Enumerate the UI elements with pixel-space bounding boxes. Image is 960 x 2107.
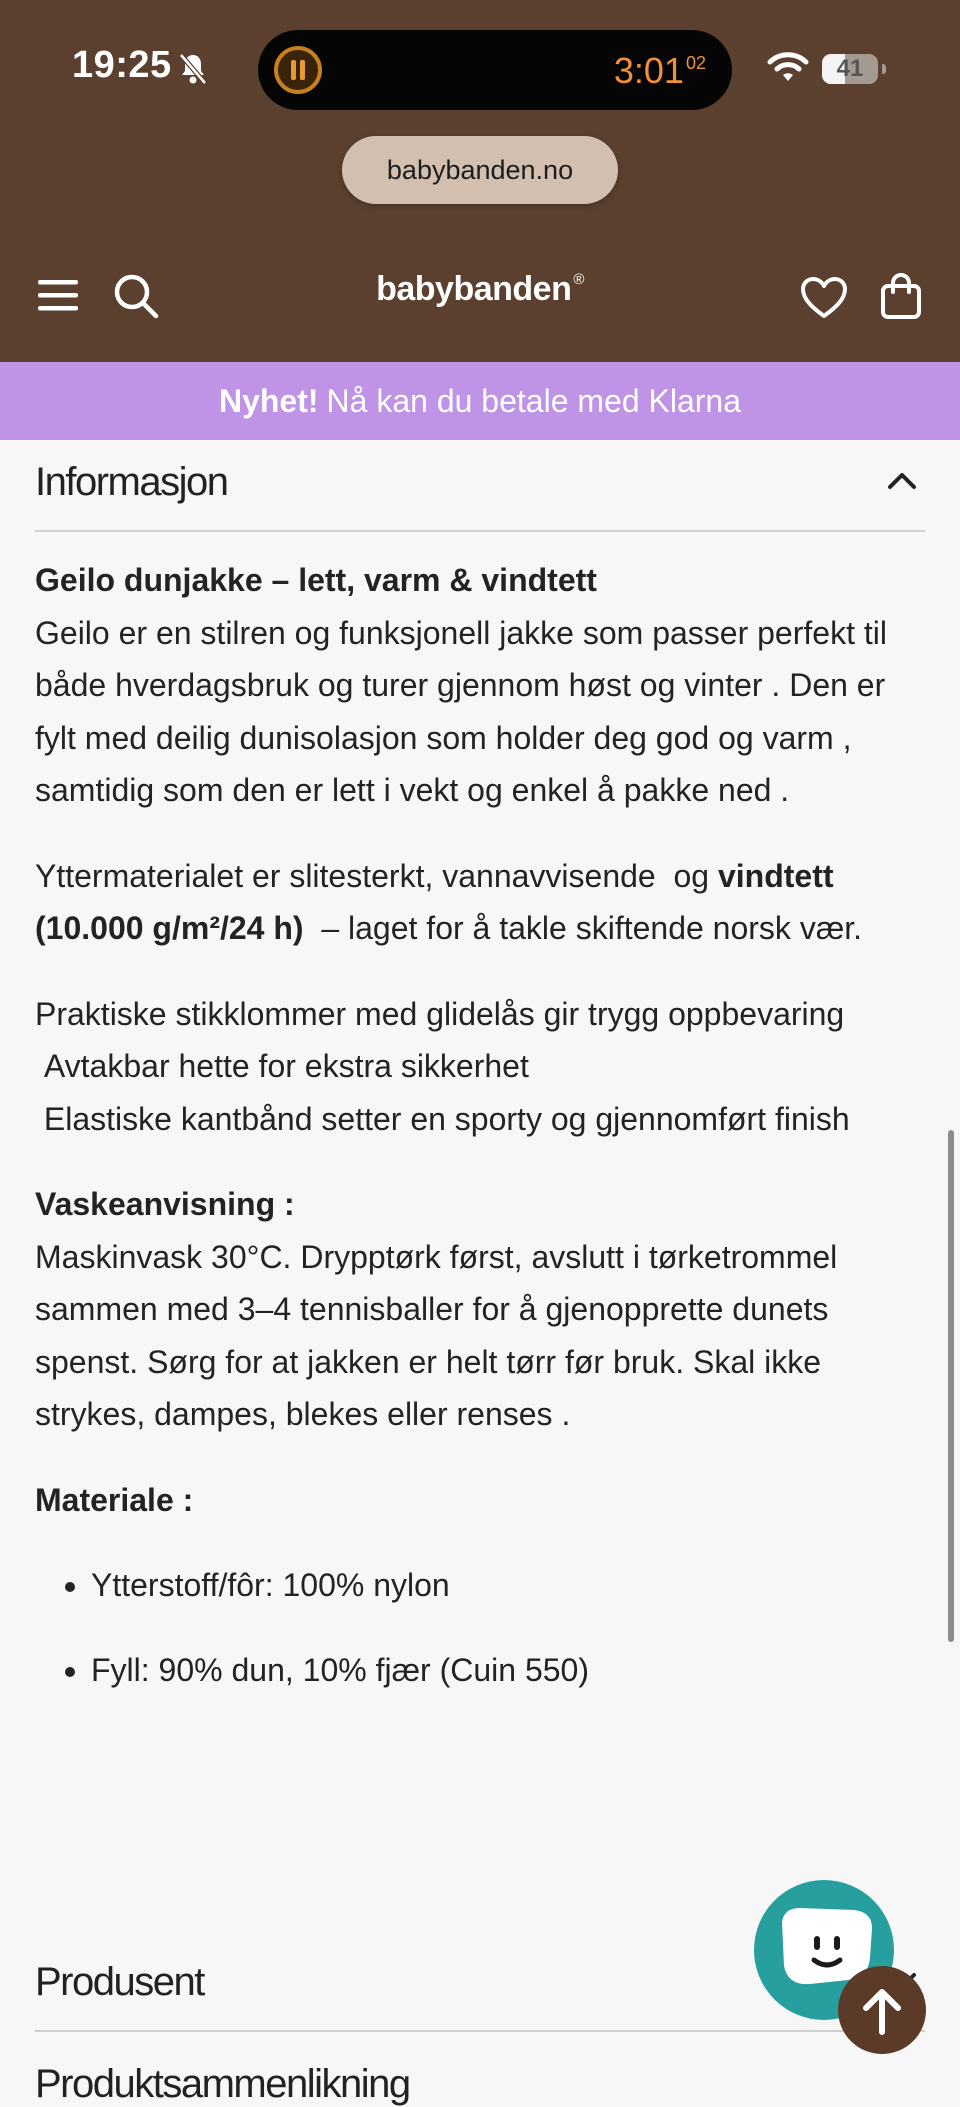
wifi-icon [766,50,810,84]
info-body [35,554,925,1696]
material-heading-block [35,1474,925,1527]
url-bar[interactable]: babybanden.no [342,136,618,204]
wash-heading: Vaskeanvisning : [35,1186,295,1222]
intro-paragraph [35,554,925,817]
intro-text: Geilo er en stilren og funksjonell jakke som passer perfekt til både hverdagsbruk og turer gjennom høst og vinter . Den er fylt med deilig dunisolasjon som holder deg god og varm , samtidig som den er lett i vekt og enkel å pakke ned . [35,614,887,808]
promo-banner[interactable] [0,362,960,440]
menu-icon[interactable] [38,276,80,316]
timer-icon [272,44,324,96]
promo-text: Nå kan du betale med Klarna [326,383,742,419]
feature-hood: Avtakbar hette for ekstra sikkerhet [35,1048,529,1084]
brand-logo[interactable]: babybanden ® [376,270,584,308]
info-section-title: Informasjon [35,460,228,504]
list-item: • Fyll: 90% dun, 10% fjær (Cuin 550) [91,1644,925,1696]
arrow-up-icon [838,1966,926,2054]
wishlist-heart-icon[interactable] [800,276,848,320]
features-paragraph [35,988,925,1146]
timer-readout: 3:01 $^{02}$ [613,50,706,91]
list-item: • Ytterstoff/fôr: 100% nylon [91,1559,925,1611]
info-section-header[interactable] [35,440,925,532]
status-time: 19:25 [72,44,172,86]
cart-bag-icon[interactable] [880,272,922,320]
promo-highlight: Nyhet! [218,383,319,419]
page-scrollbar[interactable] [948,1130,954,1642]
search-icon[interactable] [112,272,160,320]
top-bar [0,0,960,362]
battery-level: 41 [836,55,864,82]
material-heading: Materiale : [35,1481,194,1518]
outer-text-start: Yttermaterialet er slitesterkt, vannavvisende og [35,857,718,894]
chevron-up-icon[interactable] [887,470,917,490]
comparison-section-title[interactable]: Produktsammenlikning [35,2062,410,2106]
windproof-spec: vindtett (10.000 g/m²/24 h) [35,857,834,946]
feature-pockets: Praktiske stikklommer med glidelås gir trygg oppbevaring [35,995,845,1032]
scroll-to-top-button[interactable] [838,1966,926,2054]
outer-text-end: – laget for å takle skiftende norsk vær. [303,910,863,946]
wash-text: Maskinvask 30°C. Drypptørk først, avslutt i tørketrommel sammen med 3–4 tennisballer for å gjenopprette dunets spenst. Sørg for at jakken er helt tørr før bruk. Skal ikke strykes, dampes, blekes eller renses . [35,1238,838,1432]
product-details [35,440,925,1696]
bell-muted-icon [178,52,208,86]
wash-paragraph [35,1178,925,1441]
product-heading: Geilo dunjakke – lett, varm & vindtett [35,562,597,598]
feature-elastic: Elastiske kantbånd setter en sporty og gjennomført finish [35,1100,850,1137]
outer-material-paragraph [35,850,925,955]
battery-indicator [822,54,878,84]
producer-section-title: Produsent [35,1960,204,2004]
dynamic-island[interactable] [258,30,732,110]
material-list [35,1559,925,1696]
